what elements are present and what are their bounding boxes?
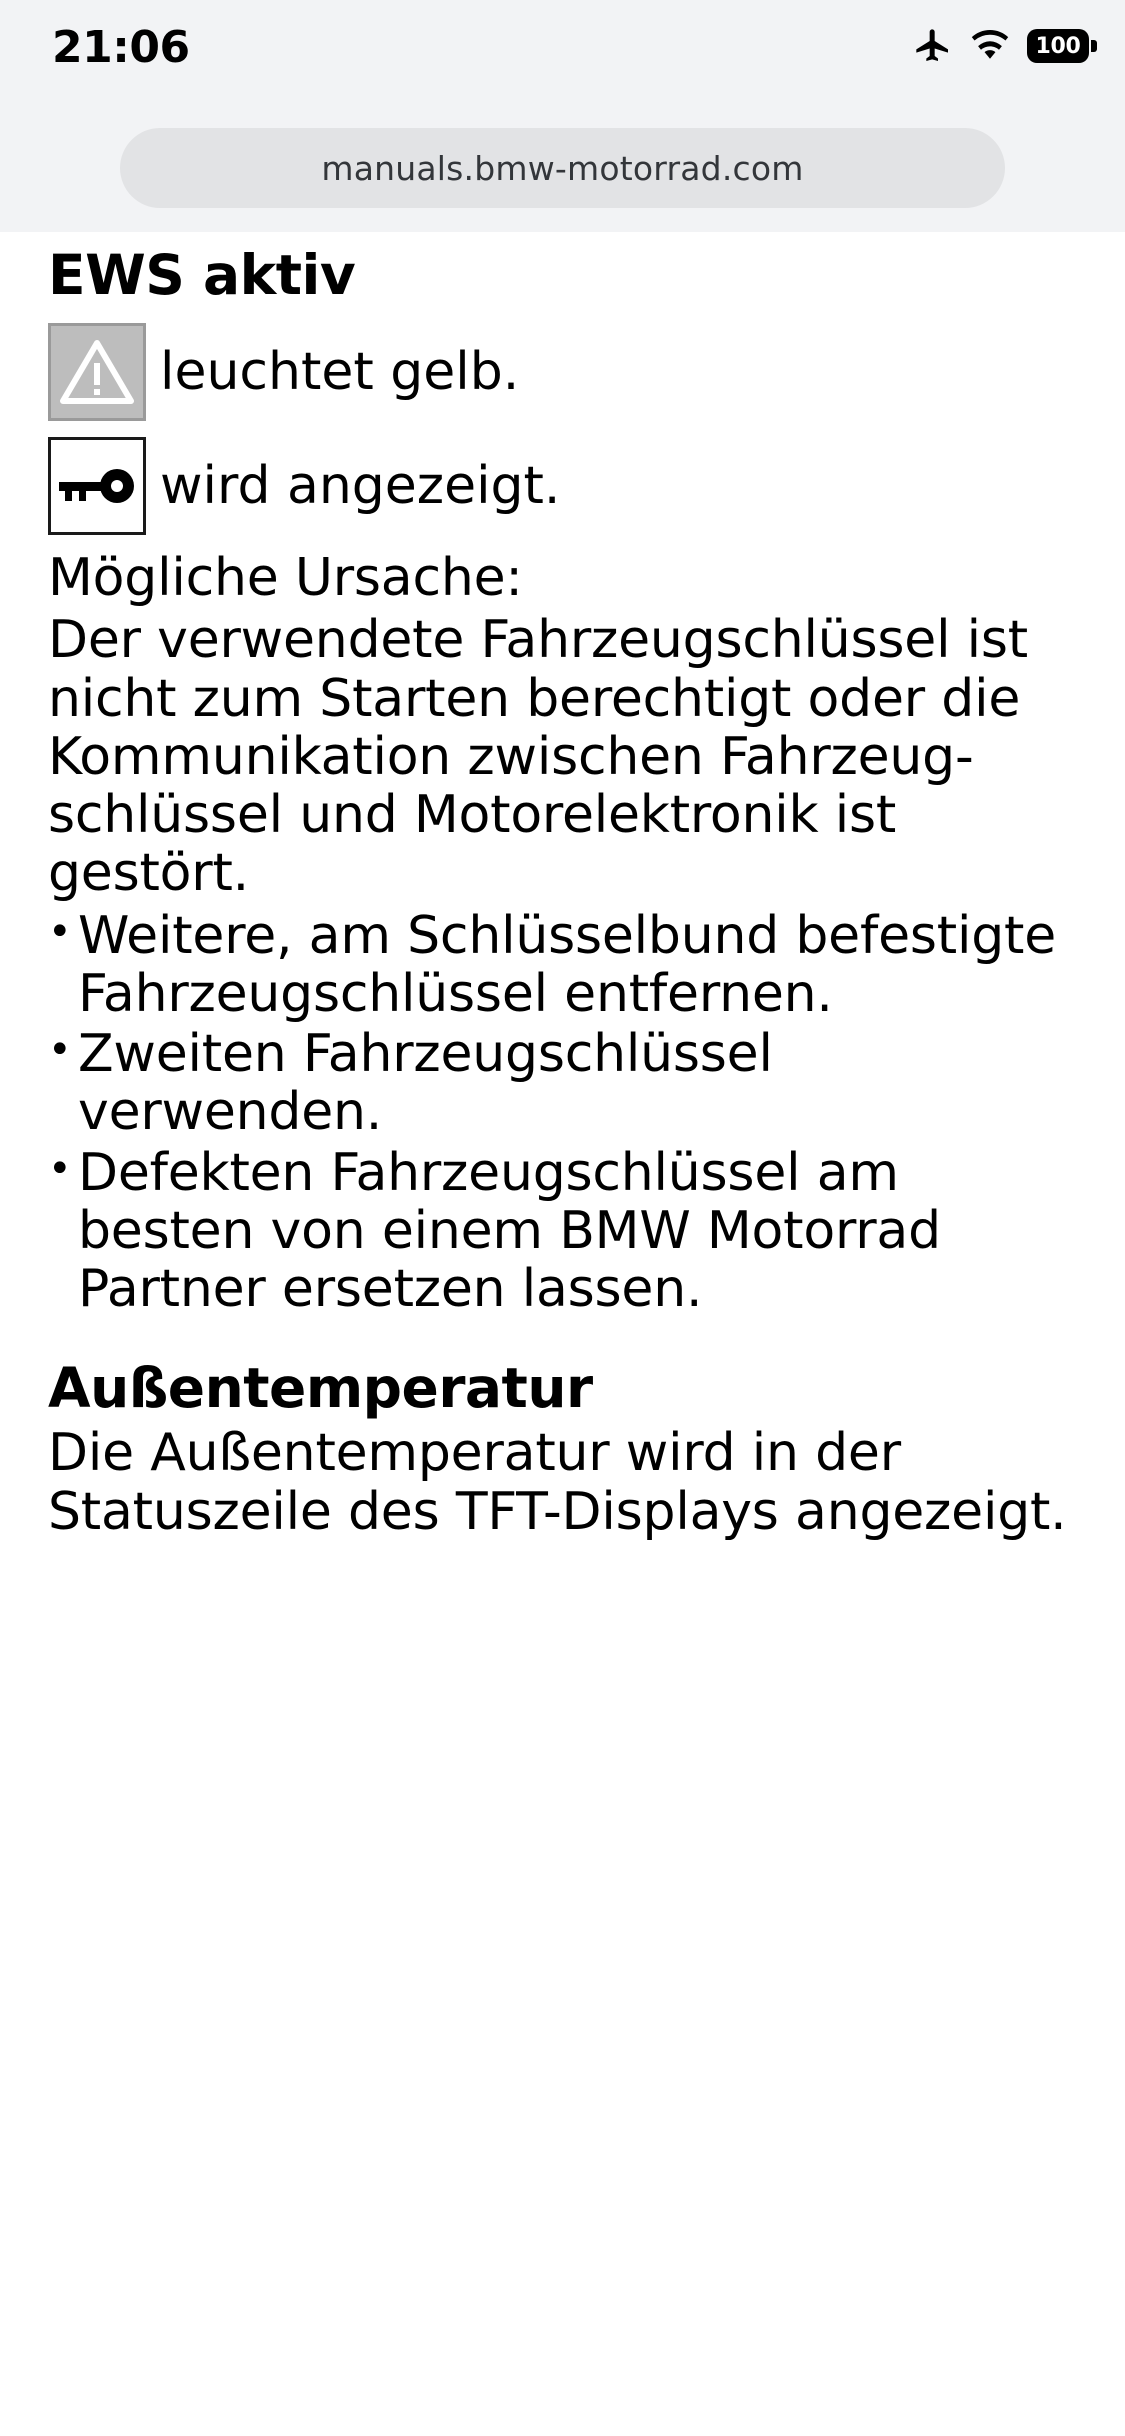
battery-level: 100 <box>1035 33 1081 59</box>
section-text-aussentemperatur: Die Außentemperatur wird in der Statuszeile des TFT-Displays angezeigt. <box>48 1423 1067 1542</box>
indicator-warning-label: leuchtet gelb. <box>160 341 520 402</box>
status-time: 21:06 <box>52 22 190 73</box>
airplane-mode-icon <box>913 26 953 66</box>
cause-text: Der verwendete Fahrzeugschlüssel ist nicht zum Starten berechtigt oder die Kommunikation zwischen Fahrzeugschlüssel und Motorelektronik ist gestört. <box>48 610 1028 904</box>
key-icon <box>48 437 146 535</box>
remedy-list <box>48 907 1077 1319</box>
indicator-row-warning <box>48 323 1077 421</box>
url-text[interactable]: manuals.bmw-motorrad.com <box>321 148 804 188</box>
warning-triangle-icon <box>48 323 146 421</box>
browser-chrome <box>0 0 1125 232</box>
status-indicators <box>913 26 1089 66</box>
indicator-row-key <box>48 437 1077 535</box>
page-title: EWS aktiv <box>48 243 356 307</box>
address-bar[interactable] <box>120 128 1005 208</box>
wifi-icon <box>969 29 1011 63</box>
list-item: • Defekten Fahrzeugschlüssel am besten von einem BMW Motorrad Partner ersetzen lassen. <box>48 1144 1077 1319</box>
list-item: • Zweiten Fahrzeugschlüssel verwenden. <box>48 1025 1077 1141</box>
status-bar <box>0 0 1125 92</box>
page-content <box>0 232 1125 2436</box>
section-title-aussentemperatur: Außentemperatur <box>48 1356 593 1421</box>
battery-icon <box>1027 29 1089 63</box>
cause-label: Mögliche Ursache: <box>48 548 523 609</box>
list-item: • Weitere, am Schlüsselbund befestigte Fahrzeugschlüssel entfernen. <box>48 907 1077 1023</box>
indicator-key-label: wird angezeigt. <box>160 455 561 516</box>
